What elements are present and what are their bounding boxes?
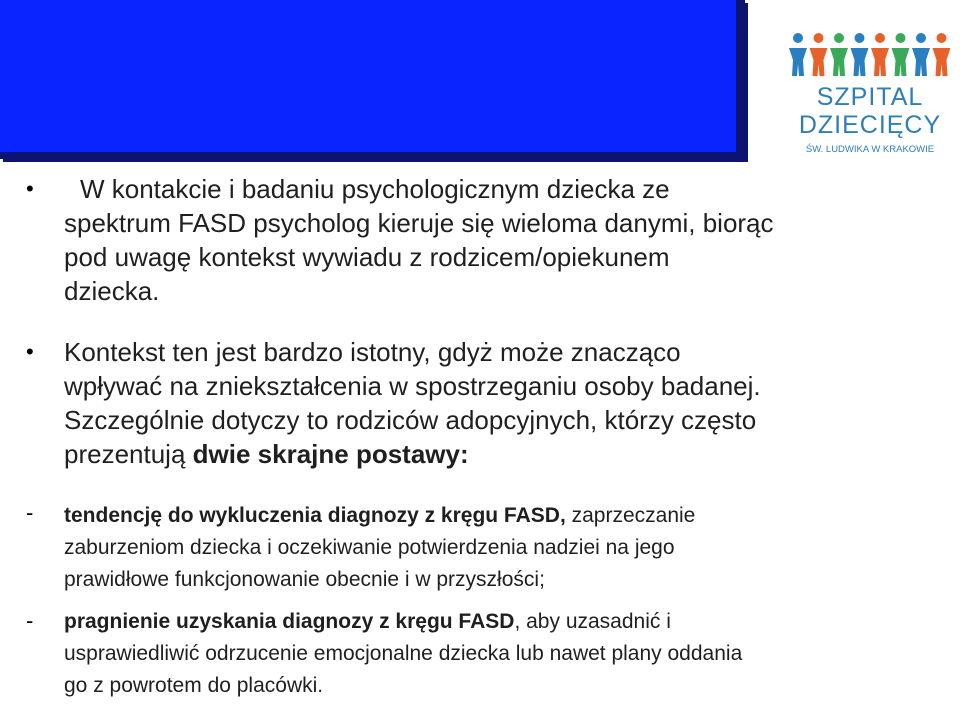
- dash-2-rest: , aby uzasadnić i: [514, 610, 671, 633]
- dash-2-bold: pragnienie uzyskania diagnozy z kręgu FASD: [64, 610, 515, 633]
- dash-1-line: prawidłowe funkcjonowanie obecnie i w przyszłości;: [64, 568, 545, 591]
- dash-marker: -: [26, 500, 34, 525]
- bullet-1-line: dziecka.: [64, 276, 160, 306]
- bullet-1: [64, 172, 774, 308]
- bullet-icon: •: [26, 339, 34, 364]
- bullet-2-last-line: [64, 437, 761, 471]
- dash-item-1: [64, 500, 695, 596]
- bullet-2: [64, 335, 761, 471]
- logo-text-line1: SZPITAL: [816, 83, 924, 111]
- bullet-2-line: wpływać na zniekształcenia w spostrzeganiu osoby badanej.: [64, 371, 761, 401]
- logo-text-line3: ŚW. LUDWIKA W KRAKOWIE: [805, 144, 935, 155]
- dash-1-first-line: [64, 500, 695, 532]
- dash-1-line: zaburzeniom dziecka i oczekiwanie potwierdzenia nadziei na jego: [64, 536, 675, 559]
- bullet-2-bold: dwie skrajne postawy:: [192, 439, 469, 469]
- bullet-1-line: pod uwagę kontekst wywiadu z rodzicem/opiekunem: [64, 242, 670, 272]
- dash-1-bold: tendencję do wykluczenia diagnozy z kręgu FASD,: [64, 504, 566, 527]
- dash-2-line: usprawiedliwić odrzucenie emocjonalne dziecka lub nawet plany oddania: [64, 642, 743, 665]
- dash-1-rest: zaprzeczanie: [565, 504, 696, 527]
- bullet-2-line: Kontekst ten jest bardzo istotny, gdyż może znacząco: [64, 337, 681, 367]
- bullet-2-prefix: prezentują: [64, 439, 193, 469]
- logo-text-line2: DZIECIĘCY: [798, 111, 942, 139]
- dash-item-2: [64, 606, 742, 702]
- dash-2-line: go z powrotem do placówki.: [64, 674, 324, 697]
- dash-marker: -: [26, 608, 34, 633]
- bullet-2-line: Szczególnie dotyczy to rodziców adopcyjnych, którzy często: [64, 405, 757, 435]
- bullet-1-line: spektrum FASD psycholog kieruje się wieloma danymi, biorąc: [64, 208, 774, 238]
- bullet-1-line: W kontakcie i badaniu psychologicznym dziecka ze: [80, 174, 670, 204]
- dash-2-first-line: [64, 606, 742, 638]
- bullet-icon: •: [26, 176, 34, 201]
